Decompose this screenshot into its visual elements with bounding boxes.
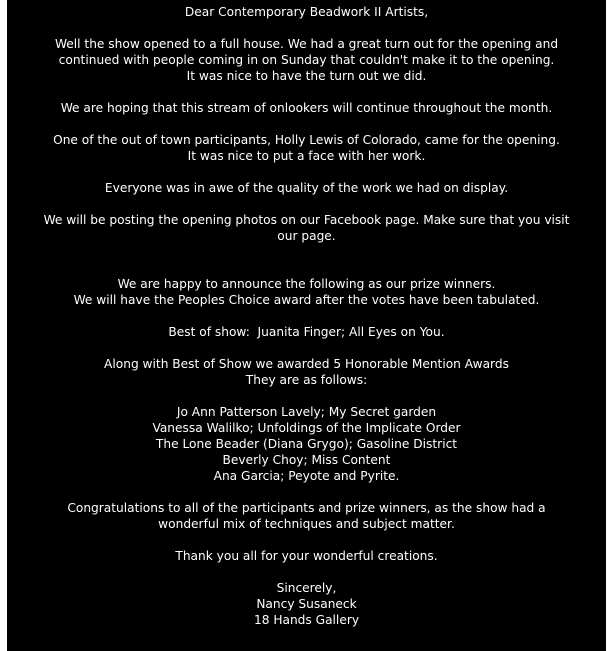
text-line: It was nice to put a face with her work. [187,149,426,163]
text-line: We are hoping that this stream of onlookers will continue throughout the month. [60,101,553,115]
text-line: They are as follows: [245,373,368,387]
honorable-mentions-list [7,404,606,484]
text-line: Along with Best of Show we awarded 5 Honorable Mention Awards [104,357,509,371]
paragraph-honorable-intro [7,356,606,388]
text-line: It was nice to have the turn out we did. [186,69,427,83]
paragraph-prize-announcement [7,276,606,308]
list-item: Beverly Choy; Miss Content [222,453,391,467]
sender-name: Nancy Susaneck [256,597,357,611]
paragraph-onlookers [7,100,606,116]
text-line: Everyone was in awe of the quality of the work we had on display. [104,181,509,195]
letter-body [7,0,606,651]
thanks: Thank you all for your wonderful creations. [175,549,438,563]
text-line: wonderful mix of techniques and subject matter. [158,517,455,531]
text-line: Well the show opened to a full house. We had a great turn out for the opening and [54,37,559,51]
signature-block [7,580,606,628]
text-line: One of the out of town participants, Holly Lewis of Colorado, came for the opening. [53,133,560,147]
text-line: We are happy to announce the following as our prize winners. [117,277,496,291]
paragraph-awe [7,180,606,196]
paragraph-facebook [7,212,606,244]
greeting: Dear Contemporary Beadwork II Artists, [184,5,429,19]
list-item: Ana Garcia; Peyote and Pyrite. [213,469,400,483]
list-item: Jo Ann Patterson Lavely; My Secret garden [176,405,437,419]
gallery-name: 18 Hands Gallery [253,613,360,627]
list-item: Vanessa Walilko; Unfoldings of the Implicate Order [152,421,461,435]
text-line: We will have the Peoples Choice award after the votes have been tabulated. [73,293,540,307]
closing: Sincerely, [276,581,337,595]
text-line: Congratulations to all of the participants and prize winners, as the show had a [67,501,546,515]
paragraph-congratulations [7,500,606,532]
text-line: continued with people coming in on Sunday that couldn't make it to the opening. [58,53,555,67]
best-of-show: Best of show: Juanita Finger; All Eyes on You. [168,325,445,339]
list-item: The Lone Beader (Diana Grygo); Gasoline District [155,437,458,451]
paragraph-participants [7,132,606,164]
paragraph-opening [7,36,606,84]
text-line: our page. [277,229,336,243]
text-line: We will be posting the opening photos on our Facebook page. Make sure that you visit [43,213,570,227]
